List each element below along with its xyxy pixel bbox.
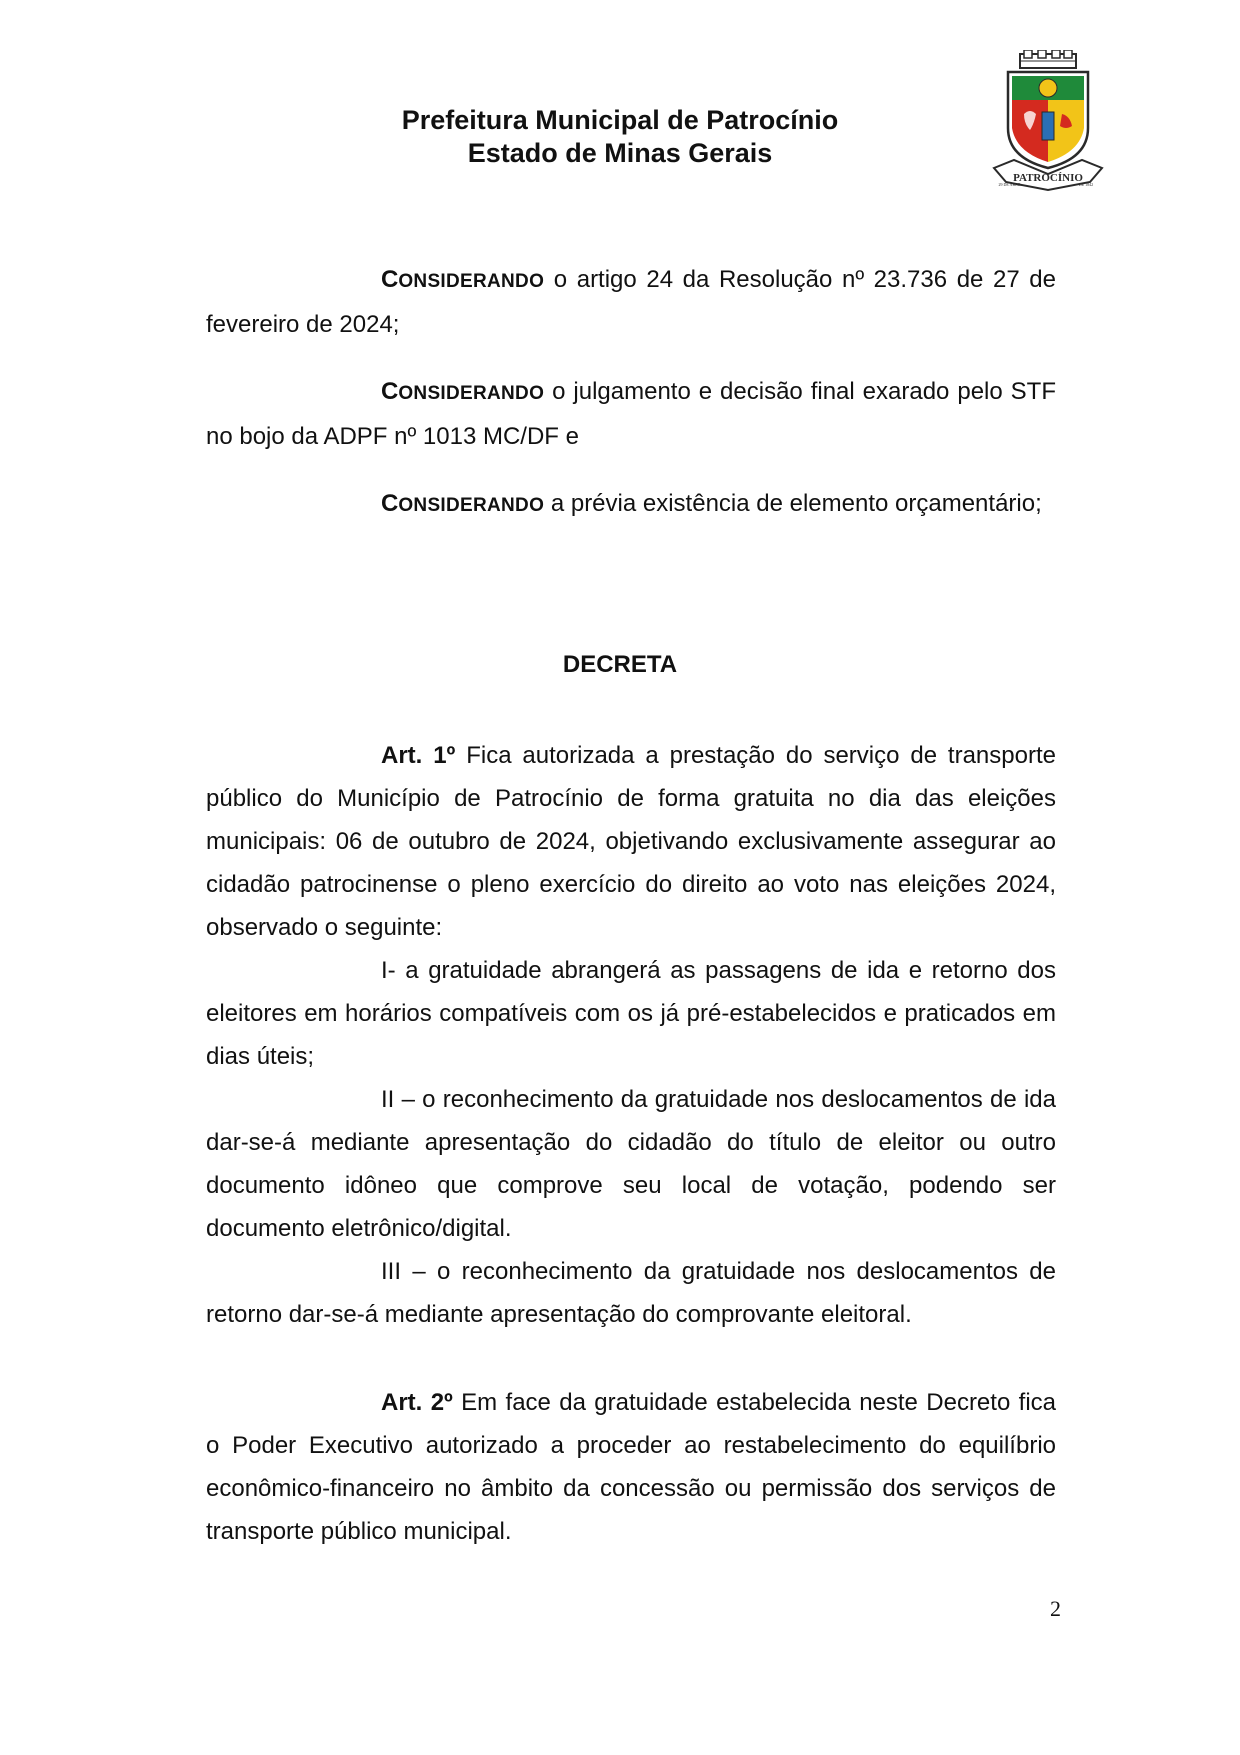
- considerando-keyword: CONSIDERANDO: [381, 266, 545, 293]
- considerando-2: [206, 370, 1056, 458]
- considerando-text: o artigo 24 da Resolução nº 23.736 de 27 de fevereiro de 2024;: [206, 266, 1056, 338]
- considerando-keyword: CONSIDERANDO: [381, 490, 545, 517]
- considerando-1: [206, 258, 1056, 346]
- article-1-item-1: I- a gratuidade abrangerá as passagens de ida e retorno dos eleitores em horários compatíveis com os já pré-estabelecidos e praticados em dias úteis;: [206, 957, 1056, 1070]
- header-municipality: Prefeitura Municipal de Patrocínio: [401, 105, 839, 135]
- coat-of-arms-icon: [990, 50, 1106, 194]
- crest-banner-text: PATROCÍNIO: [1013, 172, 1083, 184]
- crest-ribbon-left: 29 DE ABRIL: [998, 182, 1022, 187]
- considerando-3: [206, 482, 1056, 527]
- page-number: 2: [1050, 1596, 1061, 1621]
- article-1-item-3: III – o reconhecimento da gratuidade nos deslocamentos de retorno dar-se-á mediante apresentação do comprovante eleitoral.: [206, 1258, 1056, 1328]
- article-1-text: Fica autorizada a prestação do serviço de transporte público do Município de Patrocínio de forma gratuita no dia das eleições municipais: 06 de outubro de 2024, objetivando exclusivamente assegurar ao cidadão patrocinense o pleno exercício do direito ao voto nas eleições 2024, observado o seguinte:: [206, 742, 1056, 941]
- mural-crown: [1020, 50, 1076, 68]
- considerando-text: a prévia existência de elemento orçamentário;: [544, 490, 1042, 517]
- considerando-text: o julgamento e decisão final exarado pelo STF no bojo da ADPF nº 1013 MC/DF e: [206, 378, 1056, 450]
- article-2-text: Em face da gratuidade estabelecida neste Decreto fica o Poder Executivo autorizado a proceder ao restabelecimento do equilíbrio econômico-financeiro no âmbito da concessão ou permissão dos serviços de transporte público municipal.: [206, 1389, 1056, 1545]
- article-1: [206, 734, 1056, 1336]
- article-1-label: Art. 1º: [381, 742, 456, 769]
- shield: [1008, 72, 1088, 168]
- article-2-label: Art. 2º: [381, 1389, 453, 1416]
- decreta-heading: DECRETA: [562, 651, 678, 678]
- header-state: Estado de Minas Gerais: [467, 138, 773, 168]
- considerando-keyword: CONSIDERANDO: [381, 378, 545, 405]
- article-2: [206, 1381, 1056, 1553]
- crest-ribbon-right: DE 1842: [1078, 182, 1094, 187]
- article-1-item-2: II – o reconhecimento da gratuidade nos deslocamentos de ida dar-se-á mediante apresentação do cidadão do título de eleitor ou outro documento idôneo que comprove seu local de votação, podendo ser documento eletrônico/digital.: [206, 1086, 1056, 1242]
